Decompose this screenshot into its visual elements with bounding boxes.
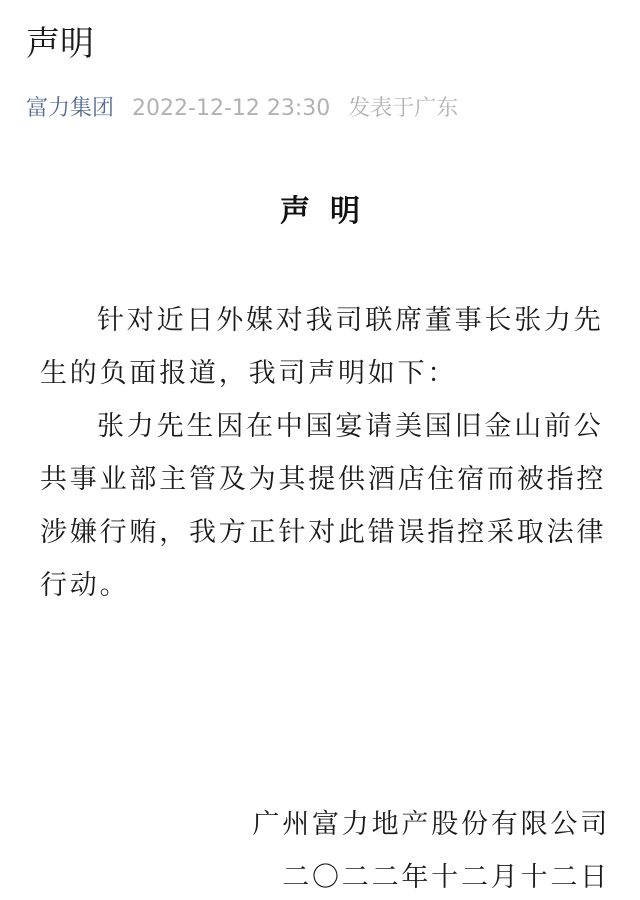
statement-date: 二〇二二年十二月十二日 <box>282 862 610 893</box>
statement-paragraph-1: 针对近日外媒对我司联席董事长张力先生的负面报道，我司声明如下： <box>40 305 604 389</box>
article-title: 声明 <box>26 24 94 64</box>
statement-paragraph-2: 张力先生因在中国宴请美国旧金山前公共事业部主管及为其提供酒店住宿而被指控涉嫌行贿，我方正针对此错误指控采取法律行动。 <box>40 411 607 601</box>
publish-time: 2022-12-12 23:30 <box>132 96 331 121</box>
account-name-link[interactable]: 富力集团 <box>26 96 115 121</box>
company-name: 广州富力地产股份有限公司 <box>252 809 610 840</box>
article-meta <box>26 92 458 126</box>
statement-body <box>40 294 616 612</box>
statement-heading: 声明 <box>280 194 380 229</box>
signature-block <box>252 798 610 900</box>
publish-location: 发表于广东 <box>348 96 459 121</box>
